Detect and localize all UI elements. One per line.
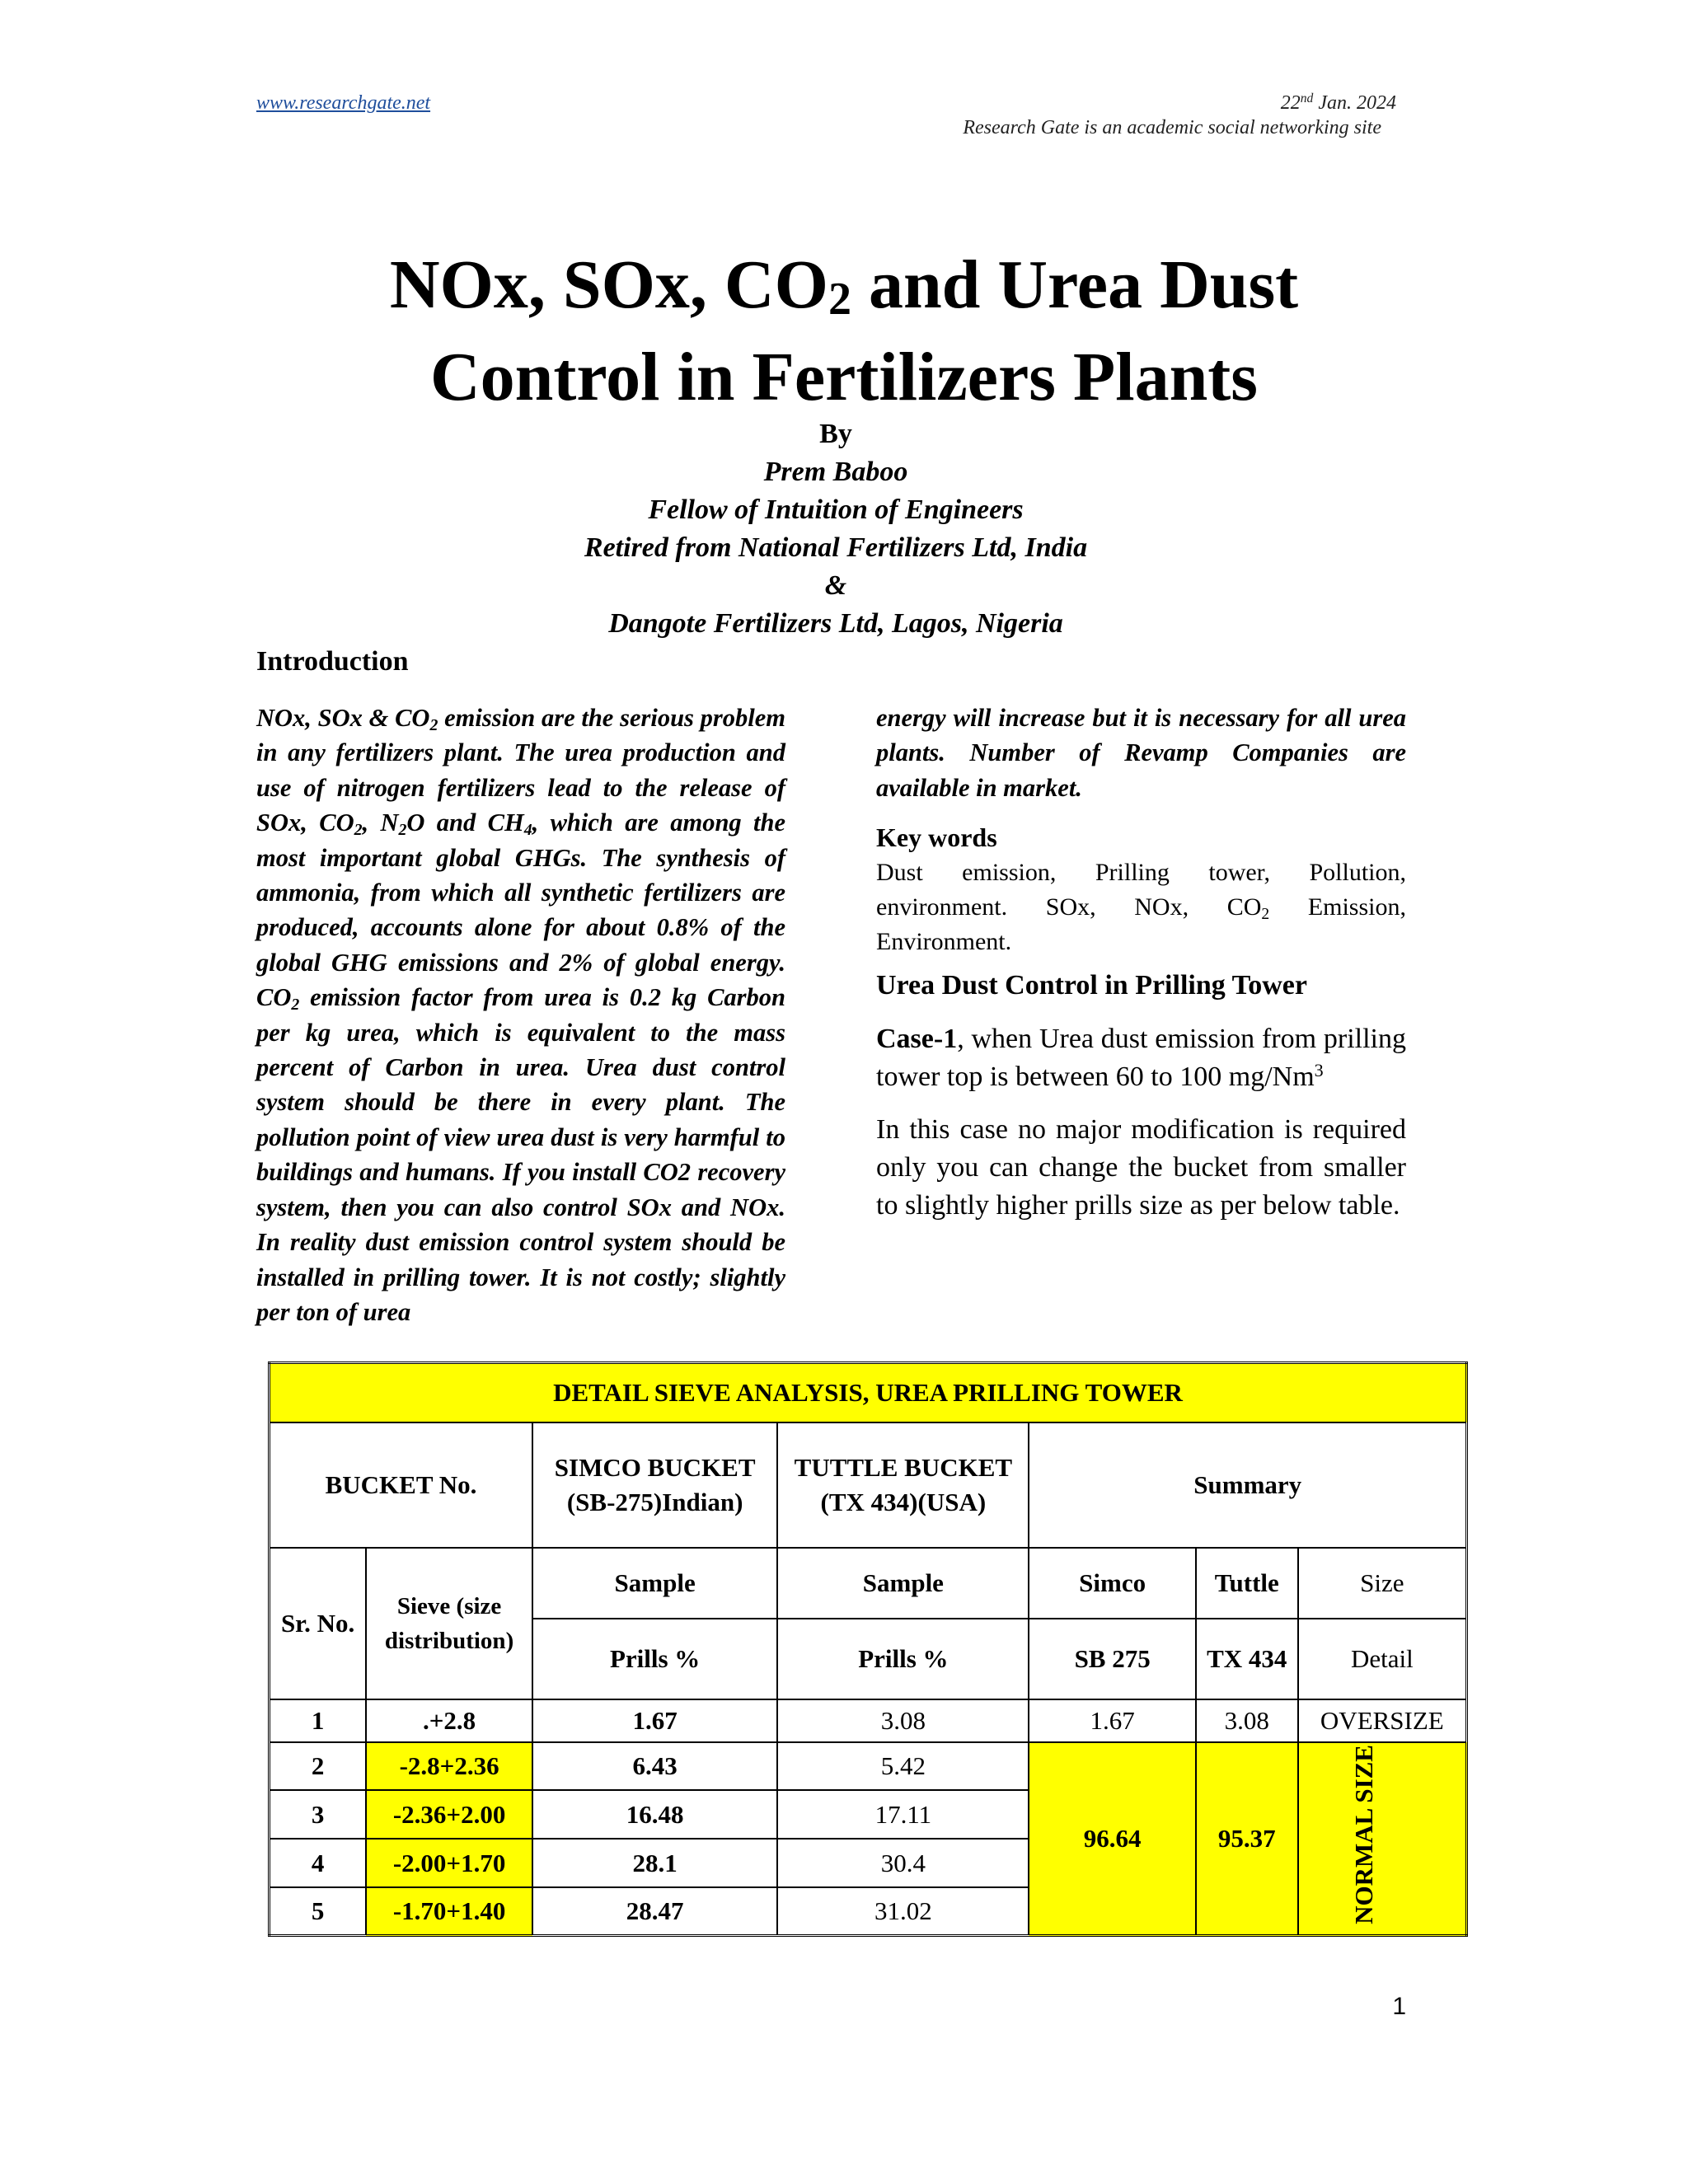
date-suffix: nd [1300, 91, 1314, 106]
affiliation-2: Retired from National Fertilizers Ltd, India [584, 532, 1088, 563]
sr-cell: 1 [270, 1699, 367, 1742]
text-run: , which are among the most important global GHGs. The synthesis of ammonia, from which all synthetic fertilizers are produced, accounts alone for about 0.8% of the global GHG emissions and 2% of global energy. CO [256, 808, 786, 1012]
tuttle-cell: 30.4 [777, 1839, 1029, 1887]
text-run: O and CH [406, 808, 524, 837]
paper-title [0, 239, 1688, 424]
sr-cell: 4 [270, 1839, 367, 1887]
case-label: Case-1 [876, 1023, 958, 1054]
byline [0, 415, 1672, 643]
text-run: Dust emission, Prilling tower, Pollution, environment. SOx, NOx, CO [876, 858, 1406, 921]
tuttle-summary-header: Tuttle [1196, 1548, 1298, 1619]
simco-cell: 28.1 [532, 1839, 777, 1887]
text-run: Emission, Environment. [876, 893, 1406, 955]
sample-header: Sample [532, 1548, 777, 1619]
affiliation-3: Dangote Fertilizers Ltd, Lagos, Nigeria [608, 608, 1063, 639]
oversize-simco-cell: 1.67 [1029, 1699, 1195, 1742]
keywords-heading: Key words [876, 823, 997, 853]
text-run: emission factor from urea is 0.2 kg Carbon per kg urea, which is equivalent to the mass percent of Carbon in urea. Urea dust control system should be there in every plant. The pollution point of view urea dust is very harmful to buildings and humans. If you install CO2 recovery system, then you can also control SOx and NOx. In reality dust emission control system should be installed in prilling tower. It is not costly; slightly per ton of urea [256, 983, 785, 1326]
size-header: Size [1298, 1548, 1467, 1619]
subscript: 2 [291, 996, 300, 1015]
table-row [270, 1742, 1467, 1791]
title-line-1 [0, 239, 1688, 331]
prills-header: Prills % [532, 1619, 777, 1699]
summary-header: Summary [1029, 1422, 1466, 1548]
simco-summary-header: Simco [1029, 1548, 1195, 1619]
keywords-text [876, 855, 1406, 959]
intro-continuation: energy will increase but it is necessary for all urea plants. Number of Revamp Companies are available in market. [876, 704, 1406, 802]
title-subscript: 2 [828, 274, 851, 325]
text-run: NOx, SOx & CO [256, 704, 430, 732]
header-tagline: Research Gate is an academic social networking site [963, 117, 1381, 138]
sieve-cell: -2.00+1.70 [366, 1839, 532, 1887]
tuttle-cell: 31.02 [777, 1887, 1029, 1936]
date-day: 22 [1280, 92, 1301, 114]
prills-header: Prills % [777, 1619, 1029, 1699]
table-title: DETAIL SIEVE ANALYSIS, UREA PRILLING TOWER [270, 1363, 1467, 1422]
title-part: NOx, SOx, CO [389, 246, 828, 323]
sieve-analysis-table [268, 1361, 1468, 1937]
subscript: 2 [429, 715, 438, 734]
oversize-label-cell: OVERSIZE [1298, 1699, 1467, 1742]
sieve-cell: -1.70+1.40 [366, 1887, 532, 1936]
date-rest: Jan. 2024 [1313, 92, 1396, 114]
page-number: 1 [1392, 1993, 1406, 2020]
section-heading: Urea Dust Control in Prilling Tower [876, 969, 1307, 1001]
intro-heading: Introduction [256, 646, 409, 677]
byline-ampersand: & [824, 570, 847, 601]
oversize-tuttle-cell: 3.08 [1196, 1699, 1298, 1742]
author-name: Prem Baboo [763, 457, 908, 487]
simco-cell: 6.43 [532, 1742, 777, 1791]
superscript: 3 [1314, 1059, 1324, 1080]
subscript: 2 [398, 821, 407, 840]
sb275-header: SB 275 [1029, 1619, 1195, 1699]
sieve-header: Sieve (size distribution) [366, 1548, 532, 1699]
tuttle-bucket-header: TUTTLE BUCKET (TX 434)(USA) [777, 1422, 1029, 1548]
normal-simco-cell: 96.64 [1029, 1742, 1195, 1936]
simco-cell: 16.48 [532, 1790, 777, 1839]
sr-cell: 2 [270, 1742, 367, 1791]
subscript: 2 [1261, 905, 1270, 923]
case-1-paragraph [876, 1020, 1406, 1096]
subscript: 2 [354, 821, 363, 840]
normal-tuttle-cell: 95.37 [1196, 1742, 1298, 1936]
detail-header: Detail [1298, 1619, 1467, 1699]
simco-cell: 28.47 [532, 1887, 777, 1936]
text-run: , when Urea dust emission from prilling tower top is between 60 to 100 mg/Nm [876, 1023, 1406, 1092]
tuttle-cell: 17.11 [777, 1790, 1029, 1839]
bucket-no-header: BUCKET No. [270, 1422, 532, 1548]
normal-size-label-cell [1298, 1742, 1467, 1936]
researchgate-link[interactable]: www.researchgate.net [256, 92, 431, 114]
tuttle-cell: 5.42 [777, 1742, 1029, 1791]
intro-paragraph [256, 701, 785, 1329]
byline-by: By [819, 419, 852, 449]
title-line-2: Control in Fertilizers Plants [430, 339, 1258, 415]
tx434-header: TX 434 [1196, 1619, 1298, 1699]
header-date [1281, 92, 1396, 115]
sieve-cell: .+2.8 [366, 1699, 532, 1742]
case-1-detail: In this case no major modification is required only you can change the bucket from smaller to slightly higher prills size as per below table. [876, 1113, 1406, 1221]
text-run: emission are the serious problem in any fertilizers plant. The urea production and use of nitrogen fertilizers lead to the release of SOx, CO [256, 704, 785, 837]
normal-size-label: NORMAL SIZE [1348, 1744, 1378, 1924]
sr-no-header: Sr. No. [270, 1548, 367, 1699]
simco-bucket-header: SIMCO BUCKET (SB-275)Indian) [532, 1422, 777, 1548]
tuttle-cell: 3.08 [777, 1699, 1029, 1742]
affiliation-1: Fellow of Intuition of Engineers [648, 494, 1024, 525]
subscript: 4 [523, 821, 532, 840]
table-row [270, 1699, 1467, 1742]
sieve-cell: -2.36+2.00 [366, 1790, 532, 1839]
sr-cell: 5 [270, 1887, 367, 1936]
sr-cell: 3 [270, 1790, 367, 1839]
sieve-cell: -2.8+2.36 [366, 1742, 532, 1791]
right-column [876, 701, 1406, 1225]
simco-cell: 1.67 [532, 1699, 777, 1742]
title-part: and Urea Dust [851, 246, 1299, 323]
sample-header: Sample [777, 1548, 1029, 1619]
text-run: , N [362, 808, 399, 837]
